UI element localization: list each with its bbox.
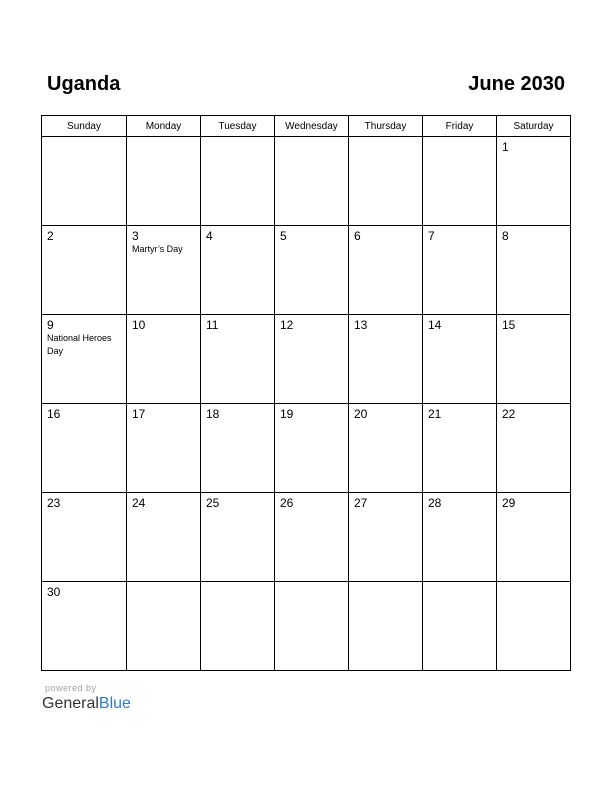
day-cell[interactable] <box>127 315 201 404</box>
weekday-header-row <box>42 116 571 137</box>
day-number: 23 <box>47 496 61 510</box>
day-cell[interactable] <box>349 582 423 671</box>
day-number: 28 <box>428 496 442 510</box>
weekday-sunday: Sunday <box>42 116 127 137</box>
calendar-grid <box>41 115 571 671</box>
day-cell-content <box>201 493 274 510</box>
country-title: Uganda <box>47 73 121 95</box>
day-cell-content <box>275 493 348 510</box>
day-cell[interactable] <box>42 404 127 493</box>
day-cell-content <box>497 493 570 510</box>
brand-logo[interactable] <box>42 694 131 714</box>
day-cell[interactable] <box>127 493 201 582</box>
week-row <box>42 582 571 671</box>
day-number <box>206 140 270 154</box>
day-cell[interactable] <box>423 493 497 582</box>
day-cell-content <box>349 404 422 421</box>
day-cell[interactable] <box>497 315 571 404</box>
day-number: 1 <box>502 140 509 154</box>
day-cell[interactable] <box>275 315 349 404</box>
day-cell[interactable] <box>497 137 571 226</box>
day-cell-content <box>42 404 126 421</box>
day-cell[interactable] <box>42 137 127 226</box>
day-number: 26 <box>280 496 294 510</box>
day-cell-content <box>423 137 496 154</box>
day-number: 27 <box>354 496 368 510</box>
day-cell[interactable] <box>201 404 275 493</box>
day-number: 13 <box>354 318 368 332</box>
day-number <box>428 140 492 154</box>
day-number <box>280 140 344 154</box>
day-cell[interactable] <box>42 226 127 315</box>
day-cell-content <box>349 226 422 243</box>
week-row <box>42 315 571 404</box>
day-number: 6 <box>354 229 361 243</box>
day-cell-content <box>201 137 274 154</box>
day-cell[interactable] <box>275 404 349 493</box>
day-number: 11 <box>206 318 219 332</box>
day-number <box>354 140 418 154</box>
day-number: 29 <box>502 496 516 510</box>
day-cell[interactable] <box>497 582 571 671</box>
day-cell-content <box>349 582 422 599</box>
day-cell[interactable] <box>127 137 201 226</box>
day-cell[interactable] <box>349 493 423 582</box>
day-cell-content <box>349 315 422 332</box>
day-cell-content <box>127 582 200 599</box>
day-number: 9 <box>47 318 54 332</box>
day-cell[interactable] <box>423 137 497 226</box>
weekday-thursday: Thursday <box>349 116 423 137</box>
day-cell[interactable] <box>275 582 349 671</box>
day-cell-content <box>127 404 200 421</box>
day-cell-content <box>42 226 126 243</box>
day-number: 16 <box>47 407 61 421</box>
day-cell-content <box>497 315 570 332</box>
day-cell-content <box>127 493 200 510</box>
day-number: 30 <box>47 585 61 599</box>
day-cell[interactable] <box>127 226 201 315</box>
day-cell-content <box>42 493 126 510</box>
week-row <box>42 404 571 493</box>
month-year-title: June 2030 <box>468 73 565 95</box>
day-cell-content <box>423 582 496 599</box>
day-number: 10 <box>132 318 146 332</box>
day-cell-content <box>423 315 496 332</box>
day-cell[interactable] <box>42 582 127 671</box>
day-cell[interactable] <box>275 137 349 226</box>
day-number: 19 <box>280 407 294 421</box>
day-number: 22 <box>502 407 516 421</box>
day-number <box>428 585 492 599</box>
day-number: 20 <box>354 407 368 421</box>
day-cell-content <box>127 315 200 332</box>
day-number: 4 <box>206 229 213 243</box>
brand-blue-text: Blue <box>98 695 131 712</box>
day-number: 24 <box>132 496 146 510</box>
day-number <box>132 140 196 154</box>
day-cell[interactable] <box>349 404 423 493</box>
day-cell-content <box>42 582 126 599</box>
week-row <box>42 137 571 226</box>
day-cell[interactable] <box>423 582 497 671</box>
weekday-friday: Friday <box>423 116 497 137</box>
day-cell[interactable] <box>275 493 349 582</box>
day-cell-content <box>497 226 570 243</box>
day-cell[interactable] <box>423 315 497 404</box>
calendar-body <box>42 137 571 671</box>
day-cell-content <box>42 137 126 154</box>
day-number <box>132 585 196 599</box>
day-cell-content <box>201 582 274 599</box>
day-cell-content <box>423 226 496 243</box>
powered-by-label: powered by <box>45 683 97 693</box>
day-cell[interactable] <box>497 226 571 315</box>
day-cell[interactable] <box>42 493 127 582</box>
day-cell[interactable] <box>497 493 571 582</box>
day-cell-content <box>201 315 274 332</box>
day-cell[interactable] <box>349 315 423 404</box>
week-row <box>42 493 571 582</box>
day-number: 2 <box>47 229 54 243</box>
day-cell-content <box>497 137 570 154</box>
day-number: 8 <box>502 229 509 243</box>
day-cell-content <box>275 404 348 421</box>
day-number <box>206 585 270 599</box>
day-cell-content <box>497 582 570 599</box>
day-cell[interactable] <box>127 582 201 671</box>
day-cell[interactable] <box>349 137 423 226</box>
day-number: 15 <box>502 318 516 332</box>
day-cell[interactable] <box>201 226 275 315</box>
day-cell-content <box>423 493 496 510</box>
day-number: 18 <box>206 407 220 421</box>
day-cell-content <box>349 493 422 510</box>
weekday-monday: Monday <box>127 116 201 137</box>
day-number: 7 <box>428 229 435 243</box>
day-cell-content <box>275 226 348 243</box>
day-cell[interactable] <box>349 226 423 315</box>
day-number <box>502 585 566 599</box>
day-cell[interactable] <box>275 226 349 315</box>
day-number: 25 <box>206 496 220 510</box>
day-cell-content <box>42 315 126 358</box>
holiday-label: National Heroes Day <box>47 333 112 356</box>
day-cell[interactable] <box>497 404 571 493</box>
holiday-label: Martyr’s Day <box>132 244 183 254</box>
day-cell-content <box>127 137 200 154</box>
day-cell-content <box>275 137 348 154</box>
weekday-wednesday: Wednesday <box>275 116 349 137</box>
weekday-tuesday: Tuesday <box>201 116 275 137</box>
day-cell[interactable] <box>423 404 497 493</box>
day-number: 17 <box>132 407 146 421</box>
day-cell-content <box>349 137 422 154</box>
day-number: 14 <box>428 318 442 332</box>
weekday-saturday: Saturday <box>497 116 571 137</box>
week-row <box>42 226 571 315</box>
day-cell[interactable] <box>201 493 275 582</box>
day-number <box>47 140 122 154</box>
brand-general-text: General <box>42 695 99 712</box>
day-cell[interactable] <box>201 137 275 226</box>
day-number: 5 <box>280 229 287 243</box>
day-cell-content <box>201 404 274 421</box>
day-number <box>280 585 344 599</box>
day-cell-content <box>423 404 496 421</box>
day-cell-content <box>275 315 348 332</box>
day-cell-content <box>127 226 200 256</box>
day-number: 12 <box>280 318 294 332</box>
day-cell[interactable] <box>201 315 275 404</box>
day-cell[interactable] <box>423 226 497 315</box>
day-cell-content <box>201 226 274 243</box>
day-number: 21 <box>428 407 442 421</box>
day-cell[interactable] <box>201 582 275 671</box>
day-cell[interactable] <box>127 404 201 493</box>
day-number: 3 <box>132 229 139 243</box>
day-cell[interactable] <box>42 315 127 404</box>
day-cell-content <box>275 582 348 599</box>
day-number <box>354 585 418 599</box>
day-cell-content <box>497 404 570 421</box>
